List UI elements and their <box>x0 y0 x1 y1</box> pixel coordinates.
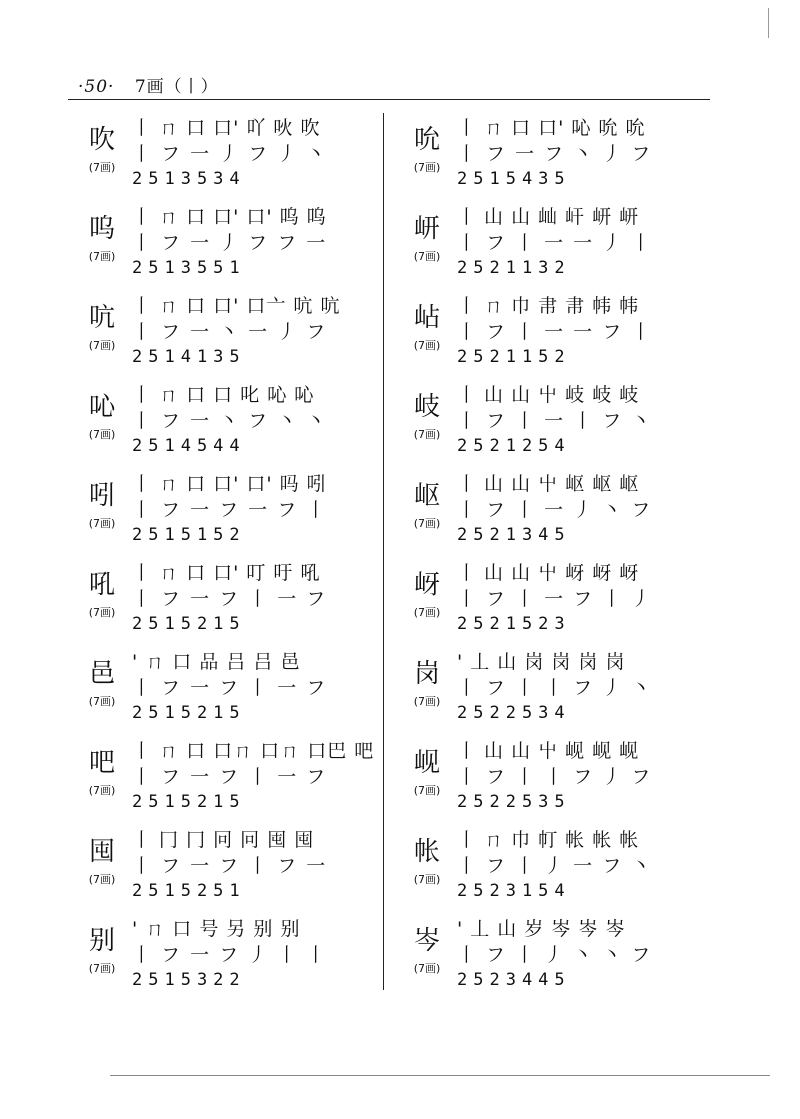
stroke-shapes: 丨 フ 一 フ 丨 フ 一 <box>132 855 328 877</box>
stroke-shapes: 丨 フ 丨 丿 丶 丶 フ <box>457 944 653 966</box>
stroke-codes: 2515152 <box>132 525 246 545</box>
build-sequence: 丨 ㄇ 巾 帇 帇 帏 帏 <box>457 295 640 317</box>
stroke-shapes: 丨 フ 一 フ 丶 丿 フ <box>457 143 653 165</box>
build-sequence: 丨 ㄇ 口 口 叱 吣 吣 <box>132 384 315 406</box>
build-sequence: 丨 ㄇ 口 口' 口亠 吭 吭 <box>132 295 341 317</box>
stroke-count: (7画) <box>88 962 116 975</box>
character-entry <box>403 291 703 380</box>
entry-character: 岘 <box>413 748 440 778</box>
entry-character: 吧 <box>88 748 115 778</box>
stroke-count: (7画) <box>413 517 441 530</box>
stroke-count: (7画) <box>88 873 116 886</box>
stroke-count: (7画) <box>88 250 116 263</box>
character-entry <box>78 914 378 1003</box>
build-sequence: 丨 山 山 屾 屽 岍 岍 <box>457 206 640 228</box>
stroke-codes: 2521132 <box>457 258 571 278</box>
stroke-count: (7画) <box>413 428 441 441</box>
stroke-shapes: 丨 フ 丨 一 一 フ 丨 <box>457 321 653 343</box>
character-entry <box>403 202 703 291</box>
stroke-codes: 2521152 <box>457 347 571 367</box>
stroke-count: (7画) <box>88 695 116 708</box>
stroke-count: (7画) <box>88 784 116 797</box>
entry-character: 岗 <box>413 659 440 689</box>
stroke-count: (7画) <box>413 962 441 975</box>
stroke-codes: 2515215 <box>132 614 246 634</box>
stroke-shapes: 丨 フ 丨 一 フ 丨 丿 <box>457 588 653 610</box>
character-entry <box>403 647 703 736</box>
stroke-count: (7画) <box>88 606 116 619</box>
stroke-codes: 2515322 <box>132 970 246 990</box>
page-header <box>78 72 219 97</box>
stroke-codes: 2521254 <box>457 436 571 456</box>
stroke-codes: 2521345 <box>457 525 571 545</box>
entry-character: 吲 <box>88 481 115 511</box>
stroke-count: (7画) <box>413 606 441 619</box>
entry-character: 岐 <box>413 392 440 422</box>
stroke-codes: 2515251 <box>132 881 246 901</box>
footer-rule <box>110 1075 770 1076</box>
character-entry <box>78 825 378 914</box>
stroke-codes: 2523154 <box>457 881 571 901</box>
build-sequence: ' 丄 山 岗 岗 岗 岗 <box>457 651 626 673</box>
build-sequence: 丨 ㄇ 口 口ㄇ 口ㄇ 口巴 吧 <box>132 740 375 762</box>
character-entry <box>78 291 378 380</box>
character-entry <box>78 558 378 647</box>
build-sequence: 丨 ㄇ 口 口' 吖 吙 吹 <box>132 117 321 139</box>
entry-character: 岈 <box>413 570 440 600</box>
character-entry <box>78 647 378 736</box>
build-sequence: 丨 ㄇ 口 口' 口' 呜 呜 <box>132 206 327 228</box>
character-entry <box>78 736 378 825</box>
column-divider <box>383 113 384 990</box>
entry-character: 岾 <box>413 303 440 333</box>
stroke-shapes: 丨 フ 一 丿 フ フ 一 <box>132 232 328 254</box>
build-sequence: 丨 山 山 屮 岘 岘 岘 <box>457 740 640 762</box>
character-entry <box>403 113 703 202</box>
scan-edge-mark <box>768 8 769 38</box>
stroke-shapes: 丨 フ 丨 丨 フ 丿 フ <box>457 766 653 788</box>
stroke-count: (7画) <box>413 873 441 886</box>
stroke-codes: 2522534 <box>457 703 571 723</box>
entry-character: 岑 <box>413 926 440 956</box>
entry-character: 吣 <box>88 392 115 422</box>
stroke-count: (7画) <box>413 339 441 352</box>
character-entry <box>78 380 378 469</box>
build-sequence: 丨 冂 冂 冋 冋 囤 囤 <box>132 829 315 851</box>
stroke-count: (7画) <box>88 161 116 174</box>
stroke-codes: 2521523 <box>457 614 571 634</box>
stroke-codes: 2514135 <box>132 347 246 367</box>
stroke-count: (7画) <box>88 517 116 530</box>
stroke-codes: 2514544 <box>132 436 246 456</box>
entry-character: 吭 <box>88 303 115 333</box>
stroke-codes: 2513534 <box>132 169 246 189</box>
stroke-shapes: 丨 フ 丨 丨 フ 丿 丶 <box>457 677 653 699</box>
stroke-shapes: 丨 フ 一 フ 丨 一 フ <box>132 677 328 699</box>
character-entry <box>403 736 703 825</box>
build-sequence: 丨 山 山 屮 岐 岐 岐 <box>457 384 640 406</box>
build-sequence: ' ㄇ 口 品 吕 吕 邑 <box>132 651 301 673</box>
stroke-shapes: 丨 フ 丨 一 一 丿 丨 <box>457 232 653 254</box>
stroke-shapes: 丨 フ 一 フ 丨 一 フ <box>132 766 328 788</box>
stroke-shapes: 丨 フ 一 フ 一 フ 丨 <box>132 499 328 521</box>
build-sequence: 丨 山 山 屮 岖 岖 岖 <box>457 473 640 495</box>
entry-character: 岍 <box>413 214 440 244</box>
character-entry <box>78 113 378 202</box>
entry-character: 吹 <box>88 125 115 155</box>
right-column <box>403 113 703 1003</box>
build-sequence: ' ㄇ 口 号 另 别 别 <box>132 918 301 940</box>
stroke-shapes: 丨 フ 一 丶 フ 丶 丶 <box>132 410 328 432</box>
entry-character: 帐 <box>413 837 440 867</box>
entry-character: 邑 <box>88 659 115 689</box>
entry-character: 吮 <box>413 125 440 155</box>
section-title: 7画（丨） <box>134 77 219 97</box>
entry-character: 别 <box>88 926 115 956</box>
build-sequence: 丨 山 山 屮 岈 岈 岈 <box>457 562 640 584</box>
entry-character: 囤 <box>88 837 115 867</box>
entry-character: 吼 <box>88 570 115 600</box>
stroke-count: (7画) <box>413 784 441 797</box>
stroke-shapes: 丨 フ 一 フ 丿 丨 丨 <box>132 944 328 966</box>
stroke-shapes: 丨 フ 一 フ 丨 一 フ <box>132 588 328 610</box>
stroke-shapes: 丨 フ 丨 一 丿 丶 フ <box>457 499 653 521</box>
build-sequence: ' 丄 山 岁 岑 岑 岑 <box>457 918 626 940</box>
stroke-codes: 2515435 <box>457 169 571 189</box>
stroke-codes: 2522535 <box>457 792 571 812</box>
stroke-codes: 2515215 <box>132 703 246 723</box>
stroke-count: (7画) <box>413 695 441 708</box>
stroke-shapes: 丨 フ 丨 一 丨 フ 丶 <box>457 410 653 432</box>
character-entry <box>403 558 703 647</box>
build-sequence: 丨 ㄇ 口 口' 口' 吗 吲 <box>132 473 327 495</box>
stroke-codes: 2513551 <box>132 258 246 278</box>
character-entry <box>403 469 703 558</box>
entry-character: 岖 <box>413 481 440 511</box>
character-entry <box>403 825 703 914</box>
stroke-shapes: 丨 フ 一 丿 フ 丿 丶 <box>132 143 328 165</box>
page-number: ·50· <box>78 77 115 97</box>
character-entry <box>78 202 378 291</box>
build-sequence: 丨 ㄇ 口 口' 吣 吮 吮 <box>457 117 646 139</box>
entry-character: 呜 <box>88 214 115 244</box>
character-entry <box>78 469 378 558</box>
character-entry <box>403 380 703 469</box>
stroke-codes: 2523445 <box>457 970 571 990</box>
stroke-count: (7画) <box>413 161 441 174</box>
stroke-count: (7画) <box>88 428 116 441</box>
stroke-count: (7画) <box>413 250 441 263</box>
header-rule <box>68 99 710 100</box>
build-sequence: 丨 ㄇ 口 口' 叮 吁 吼 <box>132 562 321 584</box>
stroke-count: (7画) <box>88 339 116 352</box>
build-sequence: 丨 ㄇ 巾 帄 帐 帐 帐 <box>457 829 640 851</box>
character-entry <box>403 914 703 1003</box>
stroke-codes: 2515215 <box>132 792 246 812</box>
stroke-shapes: 丨 フ 丨 丿 一 フ 丶 <box>457 855 653 877</box>
left-column <box>78 113 378 1003</box>
stroke-shapes: 丨 フ 一 丶 一 丿 フ <box>132 321 328 343</box>
